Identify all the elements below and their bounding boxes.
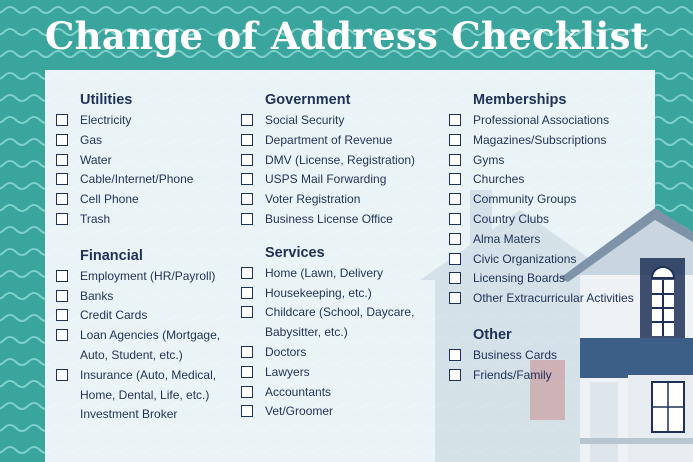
checkbox[interactable] — [56, 309, 68, 321]
item-label: Licensing Boards — [473, 271, 566, 286]
item-label: Magazines/Subscriptions — [473, 132, 607, 147]
checkbox[interactable] — [241, 306, 253, 318]
item-label: Social Security — [265, 113, 345, 127]
checkbox[interactable] — [56, 134, 68, 146]
checkbox[interactable] — [56, 154, 68, 166]
item-label: Churches — [473, 172, 525, 187]
item-label: Doctors — [265, 344, 307, 359]
page-title: Change of Address Checklist — [44, 14, 649, 58]
item-label: Employment (HR/Payroll) — [80, 268, 216, 283]
checkbox[interactable] — [241, 287, 253, 299]
item-label: Voter Registration — [265, 192, 361, 207]
item-label: Water — [80, 152, 112, 167]
item-label: Business License Office — [265, 211, 393, 226]
item-label: Trash — [80, 211, 111, 226]
checkbox[interactable] — [56, 290, 68, 302]
wave-line — [0, 7, 693, 13]
checkbox[interactable] — [241, 366, 253, 378]
checkbox[interactable] — [241, 154, 253, 166]
section-heading-utilities: Utilities — [80, 92, 133, 108]
checkbox[interactable] — [56, 193, 68, 205]
item-label: Childcare (School, Daycare, — [265, 305, 415, 320]
checklist-item[interactable] — [449, 268, 649, 288]
checklist-item[interactable] — [449, 130, 649, 150]
section-heading-government: Government — [265, 92, 351, 108]
checklist-item[interactable] — [449, 345, 649, 365]
checkbox[interactable] — [449, 114, 461, 126]
checklist-item[interactable] — [56, 110, 236, 130]
item-label: Professional Associations — [473, 113, 610, 127]
item-label: Housekeeping, etc.) — [265, 285, 372, 300]
checkbox[interactable] — [449, 349, 461, 361]
item-label: Credit Cards — [80, 308, 148, 323]
checklist-item[interactable] — [241, 362, 441, 382]
checklist-item[interactable] — [56, 365, 236, 385]
checklist-item-continued — [56, 404, 236, 424]
checklist-item[interactable] — [56, 266, 236, 286]
item-label: Electricity — [80, 113, 132, 127]
checklist-item-continued — [56, 385, 236, 405]
item-label: USPS Mail Forwarding — [265, 172, 387, 187]
item-label: Other Extracurricular Activities — [473, 291, 634, 306]
checklist-item[interactable] — [449, 365, 649, 385]
item-label: Accountants — [265, 384, 332, 399]
item-label: Lawyers — [265, 364, 310, 379]
checklist-item[interactable] — [449, 288, 649, 308]
checklist-item[interactable] — [449, 209, 649, 229]
checkbox[interactable] — [241, 173, 253, 185]
checkbox[interactable] — [56, 114, 68, 126]
checklist-item[interactable] — [241, 302, 441, 322]
checklist-item[interactable] — [241, 110, 441, 130]
checkbox[interactable] — [241, 405, 253, 417]
checkbox[interactable] — [56, 329, 68, 341]
checklist-item[interactable] — [241, 283, 441, 303]
item-label: Cell Phone — [80, 192, 139, 207]
checkbox[interactable] — [241, 346, 253, 358]
checkbox[interactable] — [56, 213, 68, 225]
item-label: Department of Revenue — [265, 132, 393, 147]
item-label: Banks — [80, 288, 114, 303]
section-heading-other: Other — [473, 326, 512, 343]
checklist-item[interactable] — [56, 209, 236, 229]
checklist-item[interactable] — [241, 189, 441, 209]
checklist-item[interactable] — [449, 189, 649, 209]
checklist-item[interactable] — [241, 263, 441, 283]
checklist-item[interactable] — [241, 209, 441, 229]
column-right — [449, 90, 649, 385]
item-label: Country Clubs — [473, 211, 550, 226]
checklist-item[interactable] — [56, 169, 236, 189]
checklist-item[interactable] — [241, 130, 441, 150]
checklist-item[interactable] — [449, 110, 649, 130]
item-label: Business Cards — [473, 347, 558, 362]
item-label: Friends/Family — [473, 367, 552, 382]
checklist-item[interactable] — [449, 229, 649, 249]
checklist-item[interactable] — [56, 130, 236, 150]
checkbox[interactable] — [56, 173, 68, 185]
checklist-item[interactable] — [56, 305, 236, 325]
item-label: Gas — [80, 132, 103, 147]
checklist-item[interactable] — [241, 401, 441, 421]
section-heading-financial: Financial — [80, 247, 143, 264]
checklist-item[interactable] — [56, 189, 236, 209]
item-label: Investment Broker — [80, 407, 178, 422]
checklist-item[interactable] — [241, 382, 441, 402]
item-label: Civic Organizations — [473, 251, 577, 266]
item-label: Alma Maters — [473, 231, 541, 246]
checkbox[interactable] — [449, 253, 461, 265]
item-label: Home (Lawn, Delivery — [265, 265, 384, 280]
checklist-item[interactable] — [449, 249, 649, 269]
checklist-item[interactable] — [449, 169, 649, 189]
item-label: Gyms — [473, 152, 505, 167]
section-heading-memberships: Memberships — [473, 92, 567, 108]
item-label: Home, Dental, Life, etc.) — [80, 387, 210, 402]
checkbox[interactable] — [449, 154, 461, 166]
checkbox[interactable] — [449, 173, 461, 185]
item-label: Babysitter, etc.) — [265, 325, 348, 340]
checkbox[interactable] — [449, 369, 461, 381]
checkbox[interactable] — [56, 270, 68, 282]
column-middle — [241, 90, 441, 421]
checkbox[interactable] — [449, 134, 461, 146]
checklist-item[interactable] — [56, 286, 236, 306]
item-label: Insurance (Auto, Medical, — [80, 367, 217, 382]
checkbox[interactable] — [241, 386, 253, 398]
checkbox[interactable] — [241, 114, 253, 126]
item-label: Vet/Groomer — [265, 404, 334, 419]
checkbox[interactable] — [449, 233, 461, 245]
checklist-item[interactable] — [56, 325, 236, 345]
item-label: Cable/Internet/Phone — [80, 172, 194, 187]
checklist-item[interactable] — [241, 169, 441, 189]
checkbox[interactable] — [449, 193, 461, 205]
checklist-item[interactable] — [241, 342, 441, 362]
checklist-item[interactable] — [449, 150, 649, 170]
checkbox[interactable] — [241, 193, 253, 205]
checkbox[interactable] — [449, 213, 461, 225]
checklist-item-continued — [241, 322, 441, 342]
item-label: DMV (License, Registration) — [265, 152, 416, 167]
column-left — [56, 90, 236, 424]
checklist-item[interactable] — [56, 150, 236, 170]
checkbox[interactable] — [449, 292, 461, 304]
item-label: Auto, Student, etc.) — [80, 347, 183, 362]
item-label: Community Groups — [473, 192, 577, 207]
checklist-item[interactable] — [241, 150, 441, 170]
checkbox[interactable] — [56, 369, 68, 381]
checkbox[interactable] — [241, 213, 253, 225]
checkbox[interactable] — [241, 134, 253, 146]
checkbox[interactable] — [241, 267, 253, 279]
item-label: Loan Agencies (Mortgage, — [80, 328, 221, 343]
checklist-item-continued — [56, 345, 236, 365]
checkbox[interactable] — [449, 272, 461, 284]
section-heading-services: Services — [265, 244, 325, 261]
